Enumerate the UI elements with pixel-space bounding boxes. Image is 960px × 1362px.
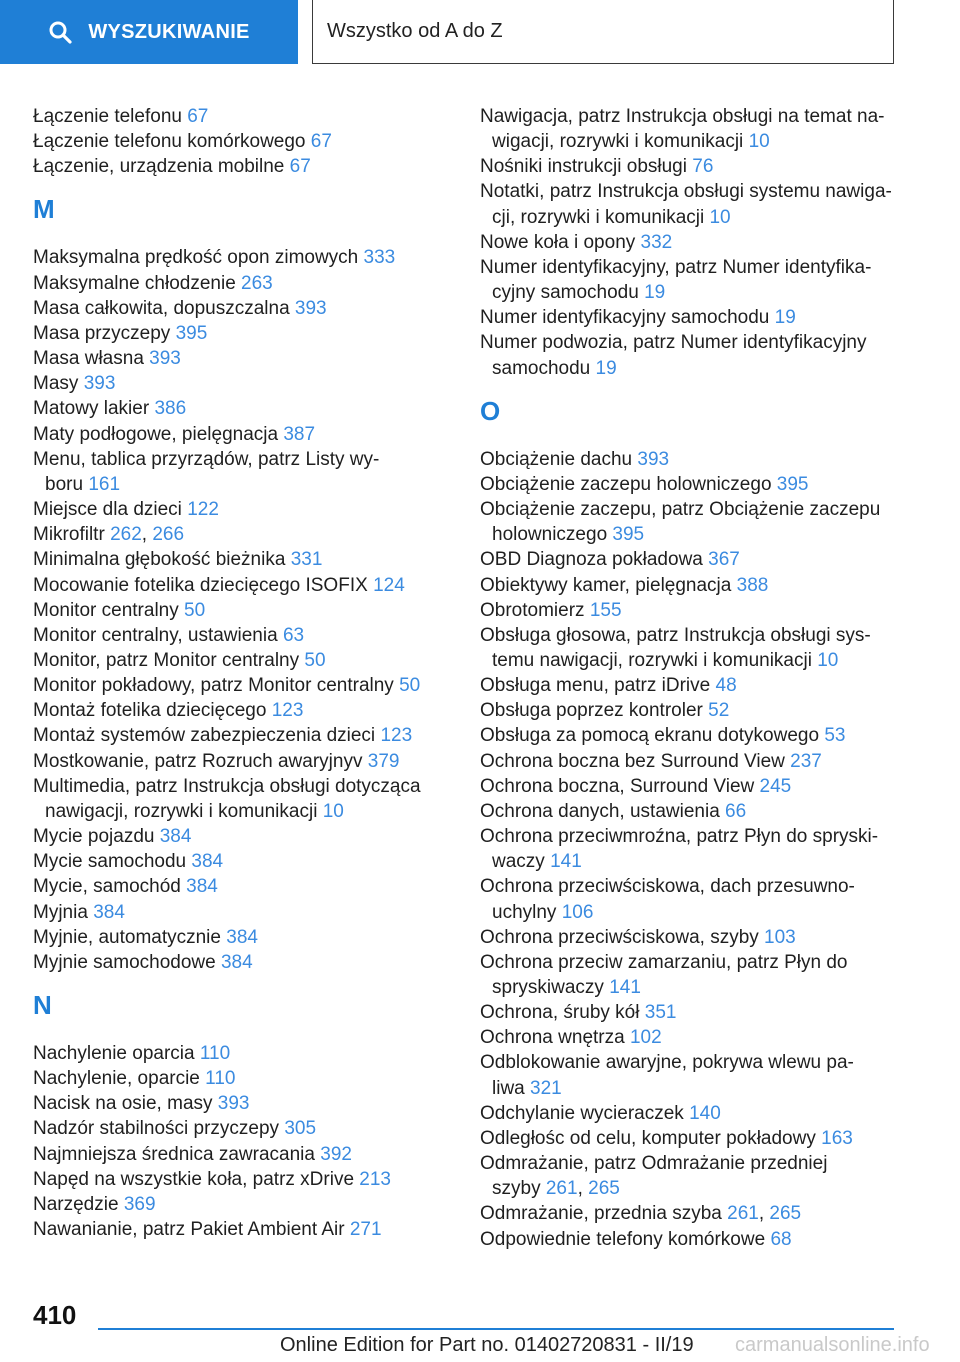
index-entry-text: Ochrona przeciwściskowa, dach przesuwno- [480, 876, 855, 898]
page-link[interactable]: 384 [159, 826, 192, 848]
breadcrumb-label: Wszystko od A do Z [327, 20, 503, 42]
index-entry [480, 799, 900, 824]
index-entry-text: Ochrona wnętrza [480, 1027, 625, 1049]
index-entry-text: Maty podłogowe, pielęgnacja [33, 423, 279, 445]
index-entry-text: Numer identyfikacyjny samochodu [480, 307, 770, 329]
page-link[interactable]: 110 [205, 1068, 236, 1090]
page-link[interactable]: 50 [304, 649, 326, 671]
index-entry-text: Mostkowanie, patrz Rozruch awaryjnyv [33, 750, 363, 772]
index-entry [33, 1142, 443, 1167]
page-link[interactable]: 393 [294, 297, 327, 319]
page-link[interactable]: 124 [373, 574, 405, 596]
index-entry [33, 573, 443, 598]
top-navigation-bar [0, 0, 960, 66]
index-entry: Odmrażanie, patrz Odmrażanie przedniej szyby 261, 265 [480, 1153, 828, 1200]
index-entry-text: Ochrona przeciw zamarzaniu, patrz Płyn do [480, 951, 848, 973]
page-link[interactable]: 384 [93, 901, 125, 923]
index-entry-text: Nachylenie, oparcie [33, 1068, 200, 1090]
index-entry-text: Notatki, patrz Instrukcja obsługi systemu nawiga- [480, 181, 892, 203]
index-entry [480, 305, 900, 330]
index-entry-text: Masa całkowita, dopuszczalna [33, 297, 290, 319]
index-entry-text: Obiektywy kamer, pielęgnacja [480, 574, 732, 596]
index-entry [33, 749, 443, 774]
index-entry-text: Łączenie telefonu komórkowego [33, 131, 306, 153]
index-entry [33, 422, 443, 447]
index-entry-text: uchylny [492, 901, 557, 923]
index-entry-text: Ochrona boczna, Surround View [480, 775, 755, 797]
index-entry [33, 849, 443, 874]
index-entry [33, 950, 443, 975]
index-entry [33, 129, 443, 154]
page-link[interactable]: 393 [149, 348, 181, 370]
page-link[interactable]: 50 [399, 675, 421, 697]
index-entry-text: Nacisk na osie, masy [33, 1093, 213, 1115]
index-entry [33, 396, 443, 421]
page-link[interactable]: 271 [349, 1219, 382, 1241]
index-entry [480, 749, 900, 774]
index-entry [33, 1192, 443, 1217]
page-link[interactable]: 50 [184, 599, 206, 621]
page-link[interactable]: 395 [776, 473, 809, 495]
page-link[interactable]: 331 [290, 549, 323, 571]
page-link[interactable]: 76 [692, 156, 714, 178]
page-link[interactable]: 367 [708, 549, 740, 571]
index-entry-text: Nawanianie, patrz Pakiet Ambient Air [33, 1219, 345, 1241]
index-entry [33, 245, 443, 270]
index-entry-text: Monitor pokładowy, patrz Monitor centralny [33, 675, 394, 697]
index-entry [33, 698, 443, 723]
page-link[interactable]: 155 [589, 599, 622, 621]
index-entry-text: samochodu [492, 357, 591, 379]
index-entry-text: Monitor centralny, ustawienia [33, 624, 278, 646]
index-entry-text: Myjnie samochodowe [33, 951, 216, 973]
index-entry-text: Obciążenie zaczepu, patrz Obciążenie zaczepu [480, 499, 881, 521]
index-entry [480, 950, 900, 1000]
index-entry-text: Numer podwozia, patrz Numer identyfikacyjny [480, 332, 867, 354]
search-button-label: WYSZUKIWANIE [88, 20, 250, 43]
page-link[interactable]: 48 [715, 675, 737, 697]
index-entry-text: boru [45, 473, 84, 495]
index-entry [33, 598, 443, 623]
index-entry [480, 723, 900, 748]
page-link[interactable]: 67 [289, 156, 311, 178]
index-entry-text: Nawigacja, patrz Instrukcja obsługi na temat na- [480, 106, 885, 127]
index-entry-text: Mycie, samochód [33, 876, 181, 898]
page-link[interactable]: 237 [790, 750, 822, 772]
index-entry [33, 497, 443, 522]
index-entry [480, 154, 900, 179]
index-entry-text: Maksymalna prędkość opon zimowych [33, 247, 359, 269]
page-link[interactable]: 333 [363, 247, 396, 269]
index-entry-text: OBD Diagnoza pokładowa [480, 549, 703, 571]
index-entry [33, 648, 443, 673]
index-entry-text: Odpowiednie telefony komórkowe [480, 1228, 766, 1250]
index-entry-text: Napęd na wszystkie koła, patrz xDrive [33, 1168, 355, 1190]
search-icon [48, 20, 72, 44]
page-link[interactable]: 141 [550, 851, 582, 873]
index-entry-text: Multimedia, patrz Instrukcja obsługi dotycząca [33, 775, 421, 797]
page-link[interactable]: 395 [175, 322, 208, 344]
index-entry-text: holowniczego [492, 524, 608, 546]
index-entry-text: Narzędzie [33, 1193, 119, 1215]
page-link[interactable]: 19 [644, 282, 666, 304]
page-link[interactable]: 266 [152, 524, 185, 546]
index-entry-text: Myjnie, automatycznie [33, 926, 221, 948]
page-link[interactable]: 53 [824, 725, 846, 747]
page-link[interactable]: 66 [725, 800, 747, 822]
index-entry-text: wigacji, rozrywki i komunikacji [492, 131, 744, 153]
index-entry [480, 1101, 900, 1126]
index-entry-text: Mycie samochodu [33, 851, 187, 873]
index-entry-text: cyjny samochodu [492, 282, 639, 304]
index-entry [33, 723, 443, 748]
page-link[interactable]: 140 [689, 1102, 721, 1124]
index-entry-text: Ochrona przeciwściskowa, szyby [480, 926, 759, 948]
page-link[interactable]: 386 [154, 398, 187, 420]
index-entry-text: Minimalna głębokość bieżnika [33, 549, 286, 571]
index-entry [33, 371, 443, 396]
page-link[interactable]: 102 [629, 1027, 662, 1049]
footer-divider [98, 1328, 894, 1330]
page-link[interactable]: 10 [748, 131, 770, 153]
index-entry-text: Maksymalne chłodzenie [33, 272, 236, 294]
page-link[interactable]: 161 [88, 473, 121, 495]
index-entry [33, 296, 443, 321]
index-entry-text: Monitor centralny [33, 599, 179, 621]
index-entry-text: Obciążenie zaczepu holowniczego [480, 473, 772, 495]
index-entry-text: Numer identyfikacyjny, patrz Numer identyfika- [480, 256, 872, 278]
page-link[interactable]: 213 [359, 1168, 391, 1190]
page-link[interactable]: 68 [770, 1228, 792, 1250]
index-entry-text: Najmniejsza średnica zawracania [33, 1143, 315, 1165]
index-entry [33, 547, 443, 572]
index-entry [480, 330, 900, 380]
page-link[interactable]: 261 [545, 1178, 578, 1200]
index-column-left [33, 104, 443, 1242]
index-entry [33, 774, 443, 824]
page-link[interactable]: 263 [241, 272, 273, 294]
index-entry-text: Obsługa menu, patrz iDrive [480, 675, 711, 697]
page-link[interactable]: 63 [282, 624, 305, 646]
page-link[interactable]: 395 [612, 524, 645, 546]
index-entry-text: Obsługa głosowa, patrz Instrukcja obsługi sys- [480, 624, 871, 646]
index-entry [33, 1217, 443, 1242]
index-entry [33, 271, 443, 296]
index-entry-text: Masa przyczepy [33, 322, 171, 344]
index-entry-text: temu nawigacji, rozrywki i komunikacji [492, 649, 812, 671]
page-link[interactable]: 384 [226, 926, 258, 948]
index-entry [33, 673, 443, 698]
index-entry-text: Mikrofiltr [33, 524, 105, 546]
index-entry-text: Obsługa poprzez kontroler [480, 700, 703, 722]
index-entry [33, 824, 443, 849]
page-link[interactable]: 265 [769, 1203, 802, 1225]
index-entry-text: Odległośc od celu, komputer pokładowy [480, 1127, 816, 1149]
index-entry [480, 497, 900, 547]
index-entry-text: Łączenie, urządzenia mobilne [33, 156, 285, 178]
page-link[interactable]: 122 [187, 499, 219, 521]
index-entry-text: Odblokowanie awaryjne, pokrywa wlewu pa- [480, 1052, 854, 1074]
index-entry [480, 774, 900, 799]
page-link[interactable]: 163 [821, 1127, 853, 1149]
index-entry [480, 698, 900, 723]
index-entry [33, 104, 443, 129]
index-entry-text: Mycie pojazdu [33, 826, 155, 848]
page-link[interactable]: 10 [817, 649, 839, 671]
section-letter: M [33, 194, 55, 225]
page-link[interactable]: 384 [186, 876, 218, 898]
index-entry [33, 1066, 443, 1091]
index-entry [480, 547, 900, 572]
section-letter: O [480, 395, 501, 426]
index-entry: Mikrofiltr 262, 266 [33, 524, 185, 546]
index-entry-text: Myjnia [33, 901, 88, 923]
index-entry-text: nawigacji, rozrywki i komunikacji [45, 800, 318, 822]
index-entry [33, 900, 443, 925]
page-link[interactable]: 384 [220, 951, 253, 973]
page-link[interactable]: 141 [609, 977, 641, 998]
index-entry-text: Montaż fotelika dziecięcego [33, 700, 267, 722]
index-entry [480, 874, 900, 924]
index-entry [33, 1091, 443, 1116]
page-link[interactable]: 393 [637, 448, 670, 470]
index-column-right [480, 104, 900, 1252]
index-entry [480, 255, 900, 305]
index-entry-text: Masy [33, 373, 79, 395]
search-button[interactable] [0, 0, 298, 64]
index-entry-text: Łączenie telefonu [33, 106, 182, 127]
page-number: 410 [33, 1300, 77, 1330]
index-entry-text: Menu, tablica przyrządów, patrz Listy wy- [33, 448, 380, 470]
page-link[interactable]: 19 [774, 307, 796, 329]
index-entry-text: Nośniki instrukcji obsługi [480, 156, 687, 178]
index-entry-text: Odmrażanie, patrz Odmrażanie przedniej [480, 1153, 828, 1175]
index-entry [33, 925, 443, 950]
index-entry-text: Obrotomierz [480, 599, 585, 621]
index-entry-text: waczy [492, 851, 545, 873]
index-entry-text: Masa własna [33, 348, 144, 370]
index-entry [480, 623, 900, 673]
index-entry-text: Nachylenie oparcia [33, 1043, 195, 1064]
page-link[interactable]: 67 [310, 131, 332, 153]
index-entry-text: Nadzór stabilności przyczepy [33, 1118, 280, 1140]
index-entry [33, 1167, 443, 1192]
index-entry [33, 623, 443, 648]
page-link[interactable]: 123 [380, 725, 413, 747]
index-entry-text: liwa [492, 1077, 525, 1099]
index-entry [480, 573, 900, 598]
page-link[interactable]: 262 [110, 524, 142, 546]
page-link[interactable]: 245 [759, 775, 792, 797]
page-link[interactable]: 123 [271, 700, 304, 722]
index-entry-text: Odmrażanie, przednia szyba [480, 1203, 722, 1225]
index-entry [480, 104, 900, 154]
index-entry [480, 472, 900, 497]
index-entry-text: Obsługa za pomocą ekranu dotykowego [480, 725, 820, 747]
page-link[interactable]: 106 [561, 901, 594, 923]
page-link[interactable]: 351 [644, 1002, 677, 1024]
page-link[interactable]: 110 [199, 1043, 231, 1064]
page-link[interactable]: 332 [640, 231, 673, 253]
index-entry [480, 447, 900, 472]
page-link[interactable]: 261 [727, 1203, 759, 1225]
breadcrumb[interactable] [312, 0, 894, 64]
index-entry-text: Miejsce dla dzieci [33, 499, 182, 521]
index-entry [480, 824, 900, 874]
index-entry [33, 447, 443, 497]
index-entry-text: Ochrona danych, ustawienia [480, 800, 720, 822]
edition-text: Online Edition for Part no. 01402720831 - II/19 [280, 1334, 694, 1356]
index-entry-text: Ochrona przeciwmroźna, patrz Płyn do spryski- [480, 826, 879, 848]
index-entry-text: Matowy lakier [33, 398, 150, 420]
index-entry-text: Obciążenie dachu [480, 448, 633, 470]
page-link[interactable]: 265 [588, 1178, 620, 1200]
page-footer [0, 1290, 960, 1362]
index-entry-text: Ochrona boczna bez Surround View [480, 750, 785, 772]
index-entry [480, 673, 900, 698]
page-link[interactable]: 67 [187, 106, 209, 127]
page-link[interactable]: 52 [708, 700, 730, 722]
section-letter: N [33, 990, 52, 1020]
index-entry: Odmrażanie, przednia szyba 261, 265 [480, 1203, 802, 1225]
index-entry-text: spryskiwaczy [492, 977, 604, 998]
page-link[interactable]: 10 [322, 800, 344, 822]
page-link[interactable]: 387 [283, 423, 316, 445]
index-entry [480, 179, 900, 229]
page-link[interactable]: 379 [367, 750, 400, 772]
page-link[interactable]: 10 [709, 206, 731, 228]
index-entry [33, 874, 443, 899]
page-link[interactable]: 19 [595, 357, 617, 379]
index-entry [480, 230, 900, 255]
page-link[interactable]: 388 [736, 574, 769, 596]
index-entry [480, 1227, 900, 1252]
watermark-text: carmanualsonline.info [735, 1334, 930, 1356]
page-link[interactable]: 305 [284, 1118, 317, 1140]
index-entry [480, 925, 900, 950]
index-entry [33, 154, 443, 179]
page-link[interactable]: 392 [320, 1143, 352, 1165]
page-link[interactable]: 393 [83, 373, 116, 395]
page-link[interactable]: 103 [764, 926, 796, 948]
index-entry [480, 1025, 900, 1050]
page-link[interactable]: 369 [123, 1193, 156, 1215]
index-entry [480, 1126, 900, 1151]
page-link[interactable]: 321 [530, 1077, 562, 1099]
index-entry-text: cji, rozrywki i komunikacji [492, 206, 705, 228]
index-entry-text: Odchylanie wycieraczek [480, 1102, 684, 1124]
index-entry [480, 598, 900, 623]
index-entry [33, 346, 443, 371]
index-entry [480, 1000, 900, 1025]
index-entry-text: Ochrona, śruby kół [480, 1002, 640, 1024]
index-entry [480, 1050, 900, 1100]
page-link[interactable]: 384 [191, 851, 224, 873]
index-entry-text: Monitor, patrz Monitor centralny [33, 649, 300, 671]
index-entry-text: Montaż systemów zabezpieczenia dzieci [33, 725, 376, 747]
page-link[interactable]: 393 [217, 1093, 250, 1115]
index-entry-text: szyby [492, 1178, 541, 1200]
index-entry-text: Mocowanie fotelika dziecięcego ISOFIX [33, 574, 368, 596]
index-entry-text: Nowe koła i opony [480, 231, 636, 253]
index-entry [33, 1041, 443, 1066]
index-entry [33, 1116, 443, 1141]
index-entry [33, 321, 443, 346]
